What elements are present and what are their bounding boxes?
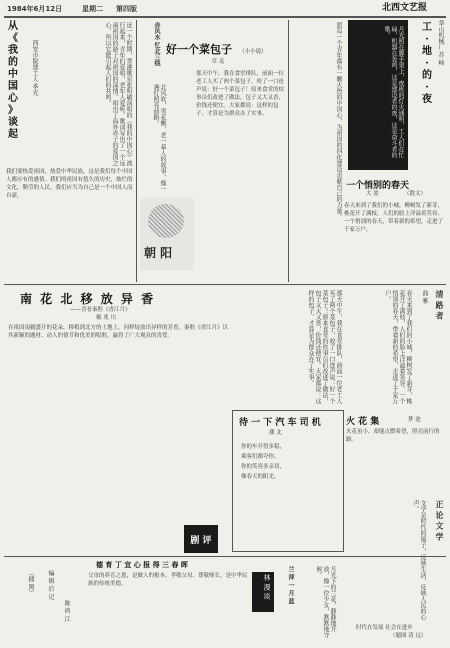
bottom-left-label1: （插 图）: [27, 570, 34, 596]
right-poem-body: 月光下的兰花，静静地开放，像一位少女，默默地守候。: [315, 566, 336, 638]
masthead: [4, 2, 446, 16]
center-box-title: 待 一 下 汽 车 司 机: [239, 418, 321, 428]
middle-title: 南 花 北 移 放 异 香: [20, 292, 156, 306]
col1-body-mid: 我们要热爱祖国，热爱中华民族，这是我们每个中国人都应有的感情。我们的祖国有悠久的历史，灿烂的文化，勤劳的人民，我们应当为自己是一个中国人而自豪。: [6, 169, 133, 199]
col4-body: 春天来到了我们的小城，柳树发了新芽，桃花开了满枝，人们的脸上洋溢着笑容。一个悄别的春天，带着新的希望，走进了千家万户。: [344, 203, 444, 233]
col5-subtitle: 华山机械厂 苏 峰: [437, 20, 444, 66]
col4-title: 一个悄别的春天: [346, 181, 410, 191]
critic-tag-text: 剧 评: [190, 535, 212, 546]
bottom-title: 德 育 丁 宜 心 报 得 三 春 晖: [96, 560, 188, 569]
right-middle-body: 春天来到了我们的小城，柳树发了新芽，桃花开了满枝，人们的脸上洋溢着笑容。一个悄别的春天，带着新的希望，走进了千家万户。: [384, 290, 412, 404]
right-poem2-body: 火花虽小，却能点燃希望，照亮前行的路。: [346, 429, 440, 443]
bottom-left-label2: 编 辑 后 记: [47, 570, 54, 600]
col1-body-top: 近一个时期，香港歌星张明敏演唱的《我的中国心》流行起来，青年们爱唱，老年人爱听。歌词写出了一个远离祖国的游子对祖国的深情。唱出了海外赤子的爱国之心，所以它能引起人们的共鸣。: [104, 22, 132, 166]
middle-author: 戴 兆 川: [96, 315, 116, 321]
col2-image-caption: 朝 阳: [144, 246, 173, 260]
col2-image: [140, 198, 194, 270]
col5-poem: 月光照在脚手架上，夜班的灯火通明，工人们在忙碌，机器在轰鸣，这是建设者的夜，这是奋斗者的歌。: [383, 26, 404, 158]
right-wenxue-title: 正 论 文 学: [435, 500, 444, 541]
right-poem2-author: 梦 池: [408, 417, 421, 423]
critic-tag: [184, 525, 218, 553]
middle-body: 在祖国南疆盛开的花朵，移植到北方的土地上，同样绽放出异样的芳香。秦腔《香江月》以其新颖的题材、动人的情节和优美的唱腔，赢得了广大观众的喜爱。: [8, 325, 229, 339]
col3-body: 那天中午，我在食堂排队，前面一位老工人买了两个菜包子，咬了一口连声说：好一个菜包子！原来食堂的炊事员们改进了做法，包子又大又香，价钱还便宜。大家都说：这样的包子，才算是为群众办了实事。: [196, 71, 285, 117]
right-wenxue-body: 文学是时代的镜子，反映生活，反映人民的心声。: [412, 500, 426, 620]
center-box-line-2: 你的笑容多亲切，: [241, 464, 286, 470]
center-narrow: 那天中午，我在食堂排队，前面一位老工人买了两个菜包子，咬了一口连声说：好一个菜包子！原来食堂的炊事员们改进了做法，包子又大又香，价钱还便宜。大家都说：这样的包子，才算是为群众办了实事。: [307, 290, 342, 404]
right-footnote: （题图 清 远）: [390, 633, 427, 639]
col5-title: 工 · 地 · 的 · 夜: [422, 22, 432, 105]
right-poem-title: 兰 萍 一 月 蓝: [287, 566, 294, 605]
center-box-line-1: 乘客们都夸你。: [241, 454, 280, 460]
masthead-weekday: 星期二: [82, 5, 103, 13]
col4-author: 大 盈: [366, 191, 379, 197]
sun-illustration: [148, 204, 184, 238]
col3-title: 好一个菜包子: [166, 43, 232, 56]
masthead-page: 第四版: [116, 5, 137, 13]
right-caption: 时代在发展 社会在进步: [356, 625, 413, 631]
col4-narrow: 愿每一个青年都有一颗火热的中国心，为祖国的四化建设贡献自己的力量。: [335, 22, 342, 220]
center-box-line-0: 你的车开得多稳，: [241, 444, 286, 450]
col2-poem-body: 北风吹，雪花飘，老一辈人的故事，像一盏灯照亮前路。: [152, 84, 166, 192]
right-byline: 曲 雅: [421, 290, 428, 304]
right-small-title: 清 路 者: [435, 290, 444, 320]
bottom-tag: [252, 572, 274, 612]
masthead-paper-title: 北西文艺报: [382, 3, 428, 13]
middle-subtitle: ——喜看秦腔《香江月》: [70, 307, 131, 313]
col3-subtitle: （小小说）: [239, 49, 267, 55]
right-poem2-title: 火 花 集: [346, 417, 380, 427]
col4-subtitle: （散文）: [404, 191, 427, 197]
col2-poem-title: 赤风水 忆北三线: [153, 22, 160, 67]
col1-title-text: 从 《 我 的 中 国 心 》 谈 起: [8, 21, 18, 140]
bottom-body: 父母的养育之恩，是做人的根本。孝敬父母，尊敬师长，是中华民族的传统美德。: [88, 573, 248, 587]
col1-title: [6, 21, 20, 161]
col1-byline: 西安市院建工人 季光: [31, 40, 38, 96]
bottom-left-author: 陈 鸿 江: [63, 600, 70, 622]
center-box: [232, 410, 344, 552]
masthead-rule: [4, 16, 446, 18]
center-box-line-3: 像春天的阳光。: [241, 474, 280, 480]
bottom-tag-text: 林 漫 谈: [263, 574, 271, 600]
col5-dark-box: [348, 20, 408, 170]
center-box-author: 潮 北: [269, 430, 282, 436]
col3-header: [166, 38, 286, 56]
col3-author: 草 麦: [211, 59, 225, 65]
masthead-date: 1984年6月12日: [7, 5, 63, 13]
